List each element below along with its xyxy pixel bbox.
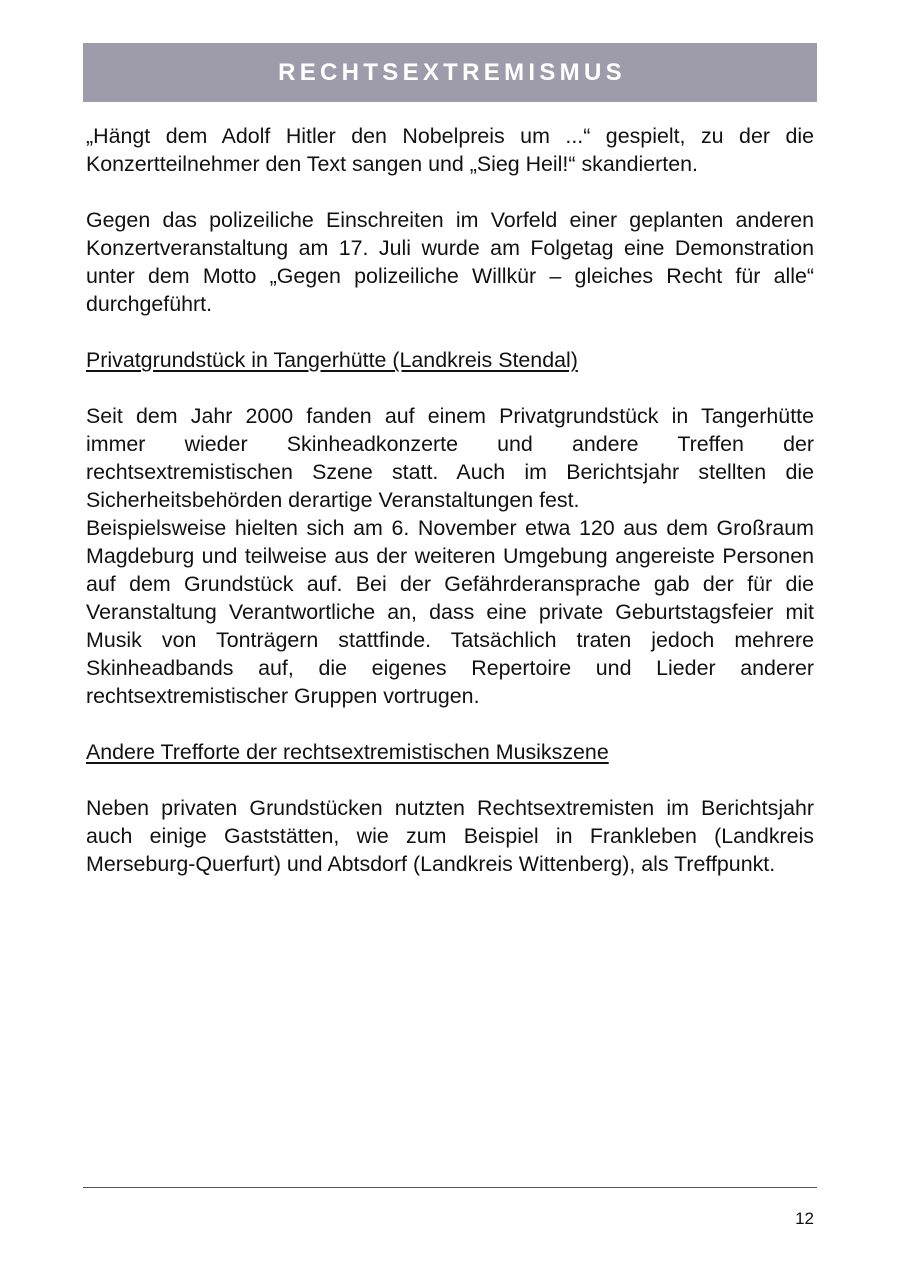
paragraph-november-event: Beispielsweise hielten sich am 6. November etwa 120 aus dem Großraum Magdeburg und teilweise aus der weiteren Umgebung angereiste Personen auf dem Grundstück auf. Bei der Gefährderansprache gab der für die Veranstaltung Verantwortliche an, dass eine private Geburtstagsfeier mit Musik von Tonträgern stattfinde. Tatsächlich traten jedoch mehrere Skinheadbands auf, die eigenes Repertoire und Lieder anderer rechtsextremistischer Gruppen vortrugen.: [86, 516, 814, 708]
document-body: [86, 122, 814, 878]
subheading-tangerhuette: Privatgrundstück in Tangerhütte (Landkreis Stendal): [86, 348, 578, 372]
paragraph-other-venues: Neben privaten Grundstücken nutzten Rechtsextremisten im Berichtsjahr auch einige Gaststätten, wie zum Beispiel in Frankleben (Landkreis Merseburg-Querfurt) und Abtsdorf (Landkreis Wittenberg), als Treffpunkt.: [86, 796, 814, 876]
paragraph-concert-song: „Hängt dem Adolf Hitler den Nobelpreis um ...“ gespielt, zu der die Konzertteilnehmer den Text sangen und „Sieg Heil!“ skandierten.: [86, 124, 814, 176]
section-header-bar: [83, 43, 817, 102]
footer-divider: [83, 1187, 817, 1188]
subheading-other-venues: Andere Trefforte der rechtsextremistischen Musikszene: [86, 740, 609, 764]
paragraph-tangerhuette-intro: Seit dem Jahr 2000 fanden auf einem Privatgrundstück in Tangerhütte immer wieder Skinheadkonzerte und andere Treffen der rechtsextremistischen Szene statt. Auch im Berichtsjahr stellten die Sicherheitsbehörden derartige Veranstaltungen fest.: [86, 404, 814, 512]
section-title: RECHTSEXTREMISMUS: [278, 58, 626, 86]
paragraph-demonstration: Gegen das polizeiliche Einschreiten im Vorfeld einer geplanten anderen Konzertveranstaltung am 17. Juli wurde am Folgetag eine Demonstration unter dem Motto „Gegen polizeiliche Willkür – gleiches Recht für alle“ durchgeführt.: [86, 208, 814, 316]
page-number: 12: [795, 1209, 814, 1228]
